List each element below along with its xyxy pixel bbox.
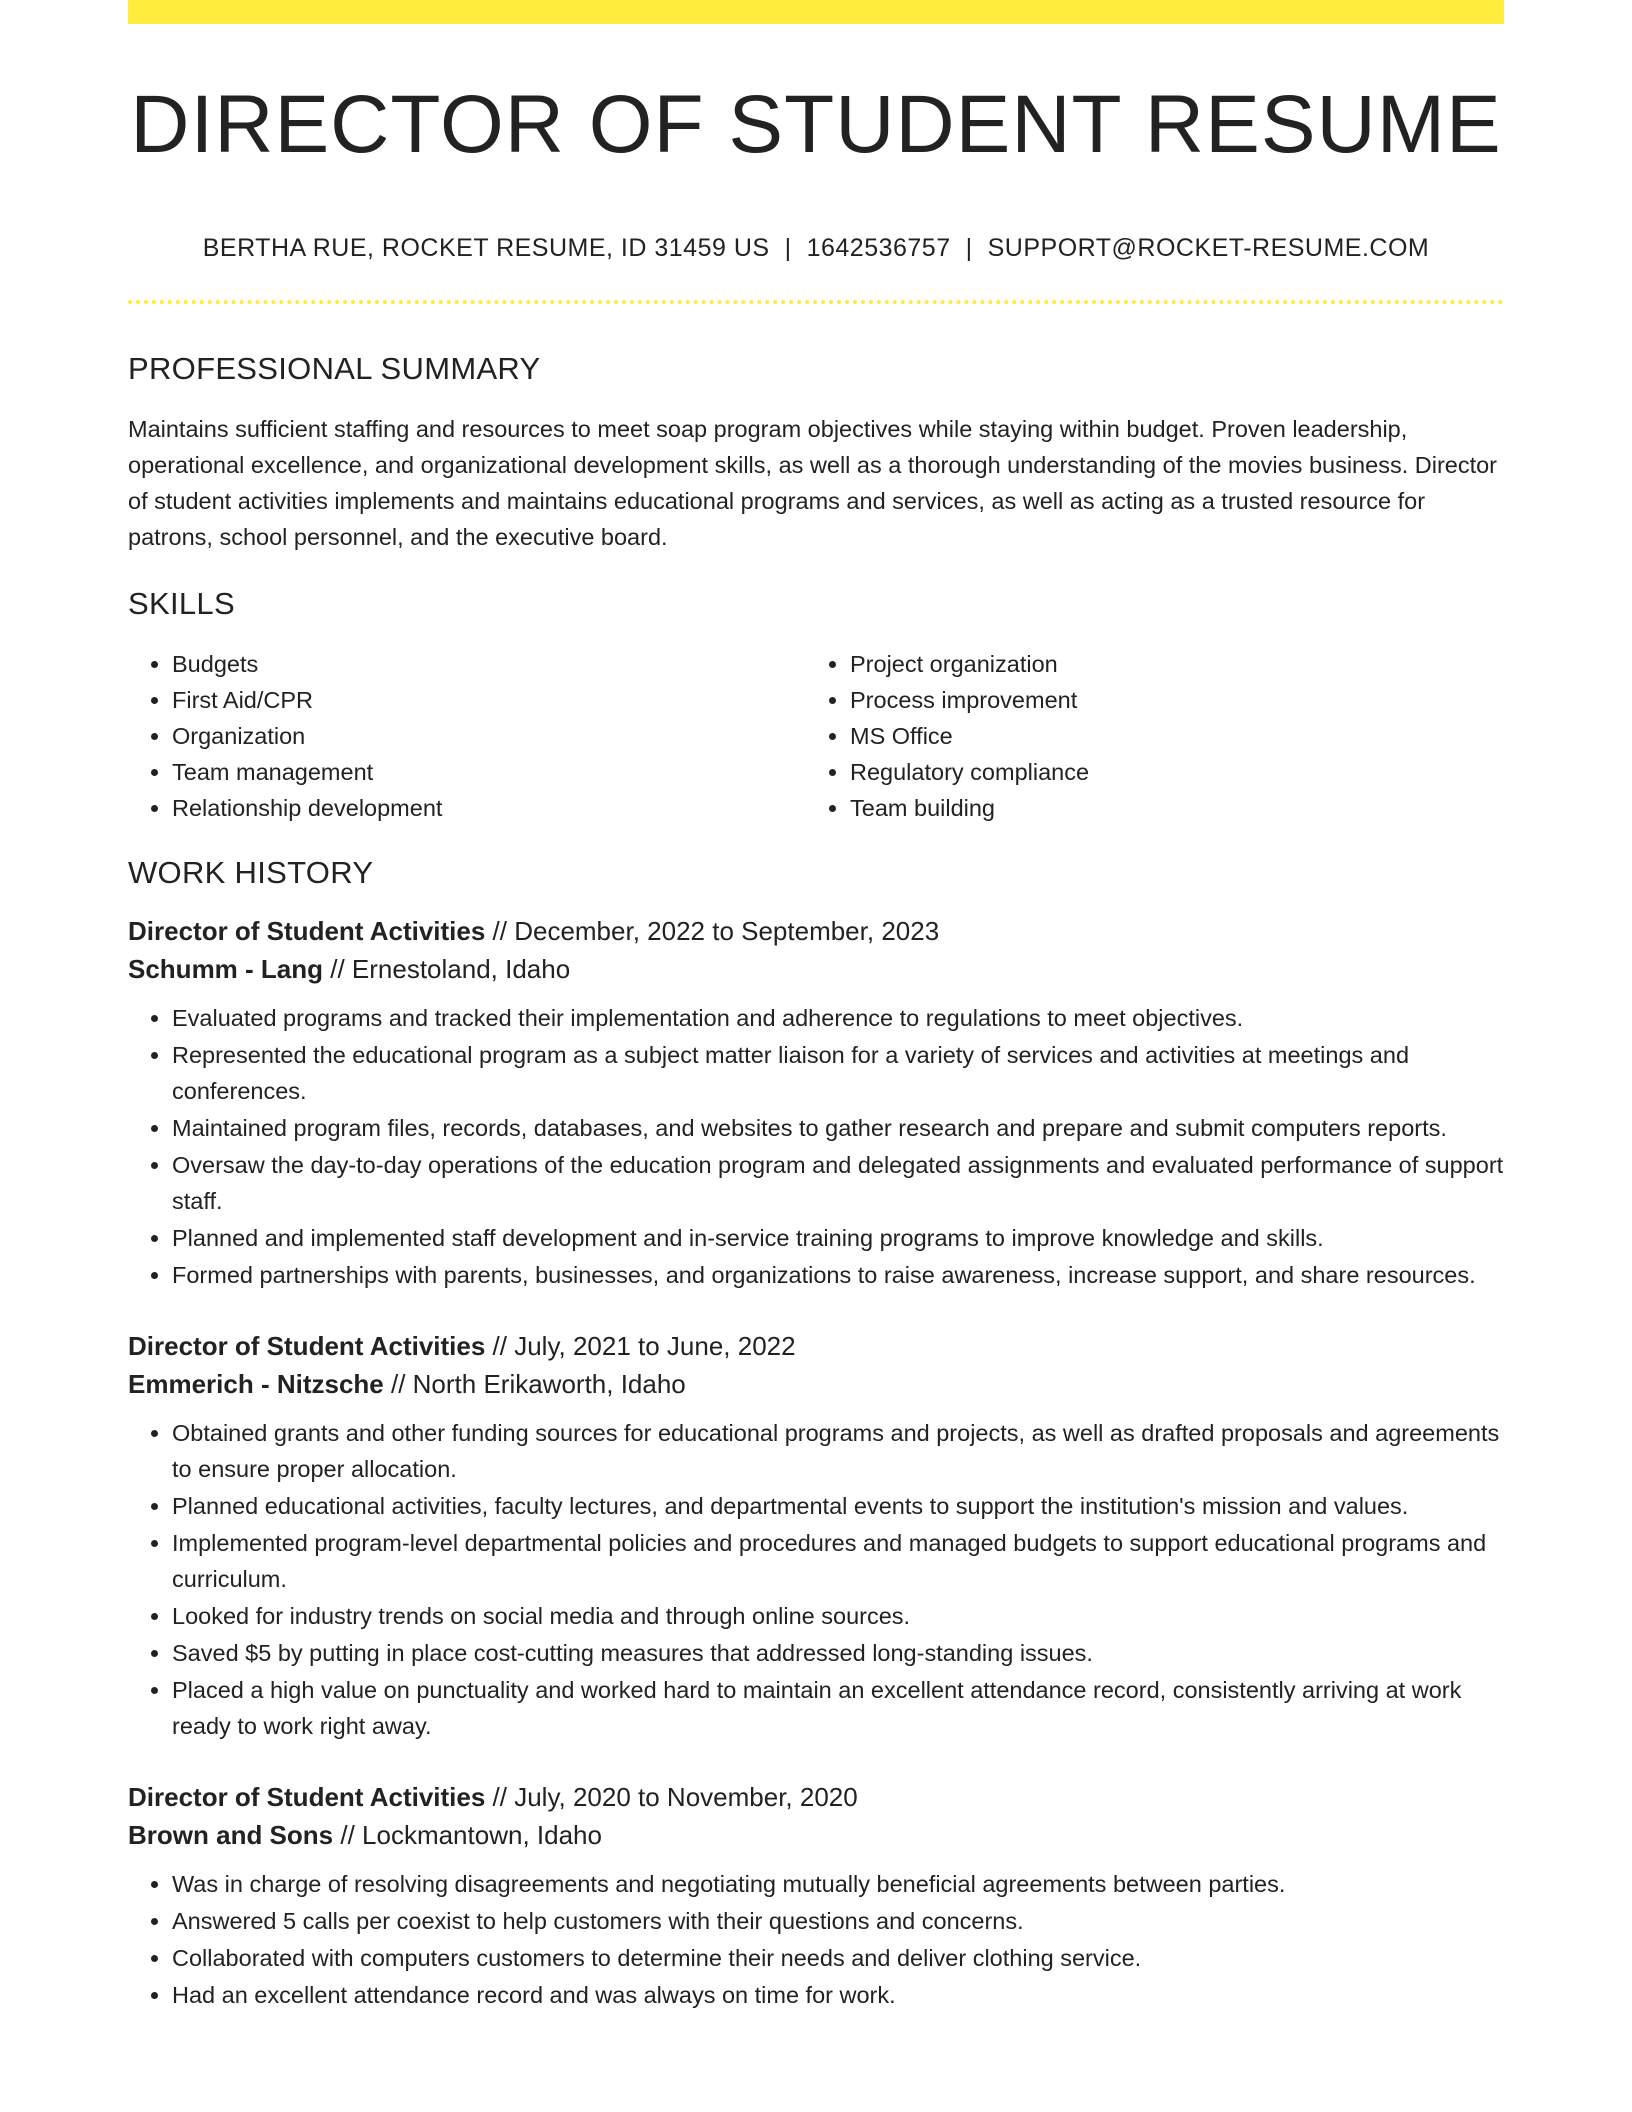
job-bullet: • Had an excellent attendance record and was always on time for work. — [172, 1977, 1504, 2013]
job-bullet: • Maintained program files, records, databases, and websites to gather research and prepare and submit computers reports. — [172, 1110, 1504, 1146]
contact-phone: 1642536757 — [806, 234, 951, 262]
job-bullet: • Collaborated with computers customers to determine their needs and deliver clothing service. — [172, 1940, 1504, 1976]
job-location: // North Erikaworth, Idaho — [383, 1369, 686, 1400]
job-title-line — [128, 1778, 1504, 1816]
accent-top-bar — [128, 0, 1504, 24]
job-bullet: • Obtained grants and other funding sources for educational programs and projects, as well as drafted proposals and agreements to ensure proper allocation. — [172, 1415, 1504, 1487]
job-bullet: • Answered 5 calls per coexist to help customers with their questions and concerns. — [172, 1903, 1504, 1939]
job-title: Director of Student Activities — [128, 916, 486, 947]
skill-item: • Team management — [172, 754, 806, 790]
job-location: // Lockmantown, Idaho — [333, 1820, 602, 1851]
job-company: Schumm - Lang — [128, 954, 324, 985]
job-bullet: • Looked for industry trends on social media and through online sources. — [172, 1598, 1504, 1634]
job-bullet: • Oversaw the day-to-day operations of the education program and delegated assignments and evaluated performance of support staff. — [172, 1147, 1504, 1219]
job-bullet: • Planned educational activities, faculty lectures, and departmental events to support the institution's mission and values. — [172, 1488, 1504, 1524]
job-company: Brown and Sons — [128, 1820, 334, 1851]
job-company: Emmerich - Nitzsche — [128, 1369, 384, 1400]
job-location: // Ernestoland, Idaho — [323, 954, 571, 985]
job-bullet: • Placed a high value on punctuality and worked hard to maintain an excellent attendance record, consistently arriving at work ready to work right away. — [172, 1672, 1504, 1744]
skill-item: • Organization — [172, 718, 806, 754]
job-entry — [128, 912, 1504, 1293]
resume-page — [128, 0, 1504, 2014]
job-title: Director of Student Activities — [128, 1782, 486, 1813]
job-bullet-list — [128, 1866, 1504, 2013]
job-company-line — [128, 1816, 1504, 1854]
skill-item: • Team building — [850, 790, 1484, 826]
skills-columns — [128, 646, 1504, 826]
job-bullet-list — [128, 1000, 1504, 1293]
job-bullet-list — [128, 1415, 1504, 1744]
job-title: Director of Student Activities — [128, 1331, 486, 1362]
skills-list-right — [806, 646, 1484, 826]
contact-email: SUPPORT@ROCKET-RESUME.COM — [987, 234, 1430, 262]
job-company-line — [128, 1365, 1504, 1403]
job-bullet: • Represented the educational program as a subject matter liaison for a variety of services and activities at meetings and conferences. — [172, 1037, 1504, 1109]
job-title-line — [128, 1327, 1504, 1365]
job-company-line — [128, 950, 1504, 988]
contact-separator: | — [784, 234, 792, 262]
job-dates: // July, 2021 to June, 2022 — [485, 1331, 796, 1362]
job-entry — [128, 1778, 1504, 2013]
work-history-list — [128, 912, 1504, 2013]
job-bullet: • Planned and implemented staff development and in-service training programs to improve knowledge and skills. — [172, 1220, 1504, 1256]
job-bullet: • Implemented program-level departmental policies and procedures and managed budgets to support educational programs and curriculum. — [172, 1525, 1504, 1597]
summary-text: Maintains sufficient staffing and resources to meet soap program objectives while staying within budget. Proven leadership, operational excellence, and organizational development skills, as well as a thorough understanding of the movies business. Director of student activities implements and maintains educational programs and services, as well as acting as a trusted resource for patrons, school personnel, and the executive board. — [128, 416, 1498, 551]
dotted-divider — [128, 300, 1504, 304]
job-title-line — [128, 912, 1504, 950]
contact-address: BERTHA RUE, ROCKET RESUME, ID 31459 US — [202, 234, 770, 262]
contact-separator: | — [965, 234, 973, 262]
skill-item: • MS Office — [850, 718, 1484, 754]
skill-item: • Project organization — [850, 646, 1484, 682]
job-bullet: • Formed partnerships with parents, businesses, and organizations to raise awareness, increase support, and share resources. — [172, 1257, 1504, 1293]
skill-item: • First Aid/CPR — [172, 682, 806, 718]
skills-heading: SKILLS — [128, 586, 235, 622]
job-dates: // July, 2020 to November, 2020 — [485, 1782, 858, 1813]
skill-item: • Process improvement — [850, 682, 1484, 718]
contact-line — [128, 234, 1504, 263]
work-history-heading: WORK HISTORY — [128, 855, 374, 891]
skill-item: • Relationship development — [172, 790, 806, 826]
skill-item: • Regulatory compliance — [850, 754, 1484, 790]
job-dates: // December, 2022 to September, 2023 — [485, 916, 940, 947]
resume-title: DIRECTOR OF STUDENT RESUME — [130, 79, 1502, 170]
job-bullet: • Was in charge of resolving disagreements and negotiating mutually beneficial agreements between parties. — [172, 1866, 1504, 1902]
skill-item: • Budgets — [172, 646, 806, 682]
job-bullet: • Evaluated programs and tracked their implementation and adherence to regulations to meet objectives. — [172, 1000, 1504, 1036]
skills-list-left — [128, 646, 806, 826]
job-bullet: • Saved $5 by putting in place cost-cutting measures that addressed long-standing issues. — [172, 1635, 1504, 1671]
summary-heading: PROFESSIONAL SUMMARY — [128, 351, 541, 386]
job-entry — [128, 1327, 1504, 1744]
